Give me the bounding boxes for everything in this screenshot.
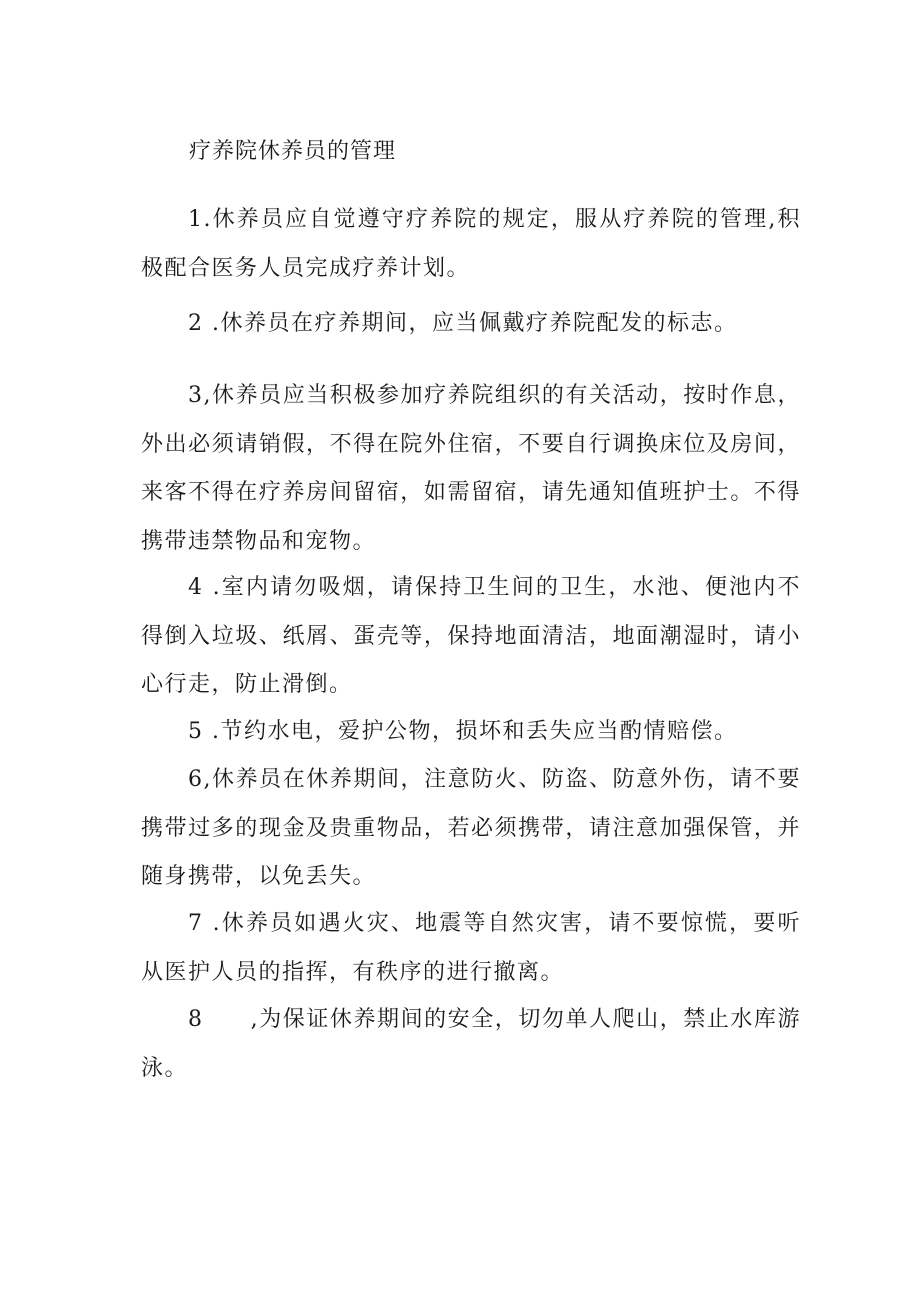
paragraph-3: 3,休养员应当积极参加疗养院组织的有关活动，按时作息，外出必须请销假，不得在院外住宿，不要自行调换床位及房间，来客不得在疗养房间留宿，如需留宿，请先通知值班护士。不得携带违禁物品和宠物。 [141, 383, 801, 554]
paragraph-5: 5 .节约水电，爱护公物，损坏和丢失应当酌情赔偿。 [188, 719, 738, 744]
document-title: 疗养院休养员的管理 [189, 139, 397, 164]
paragraph-6: 6,休养员在休养期间，注意防火、防盗、防意外伤，请不要携带过多的现金及贵重物品，若必须携带，请注意加强保管，并随身携带，以免丢失。 [141, 767, 801, 889]
paragraph-2: 2 .休养员在疗养期间，应当佩戴疗养院配发的标志。 [188, 311, 738, 336]
paragraph-4: 4 .室内请勿吸烟，请保持卫生间的卫生，水池、便池内不得倒入垃圾、纸屑、蛋壳等，保持地面清洁，地面潮湿时，请小心行走，防止滑倒。 [141, 575, 801, 697]
paragraph-8: 8 ,为保证休养期间的安全，切勿单人爬山，禁止水库游泳。 [141, 1007, 801, 1081]
paragraph-7: 7 .休养员如遇火灾、地震等自然灾害，请不要惊慌，要听从医护人员的指挥，有秩序的进行撤离。 [141, 911, 801, 985]
paragraph-1: 1.休养员应自觉遵守疗养院的规定，服从疗养院的管理,积极配合医务人员完成疗养计划。 [141, 207, 801, 281]
